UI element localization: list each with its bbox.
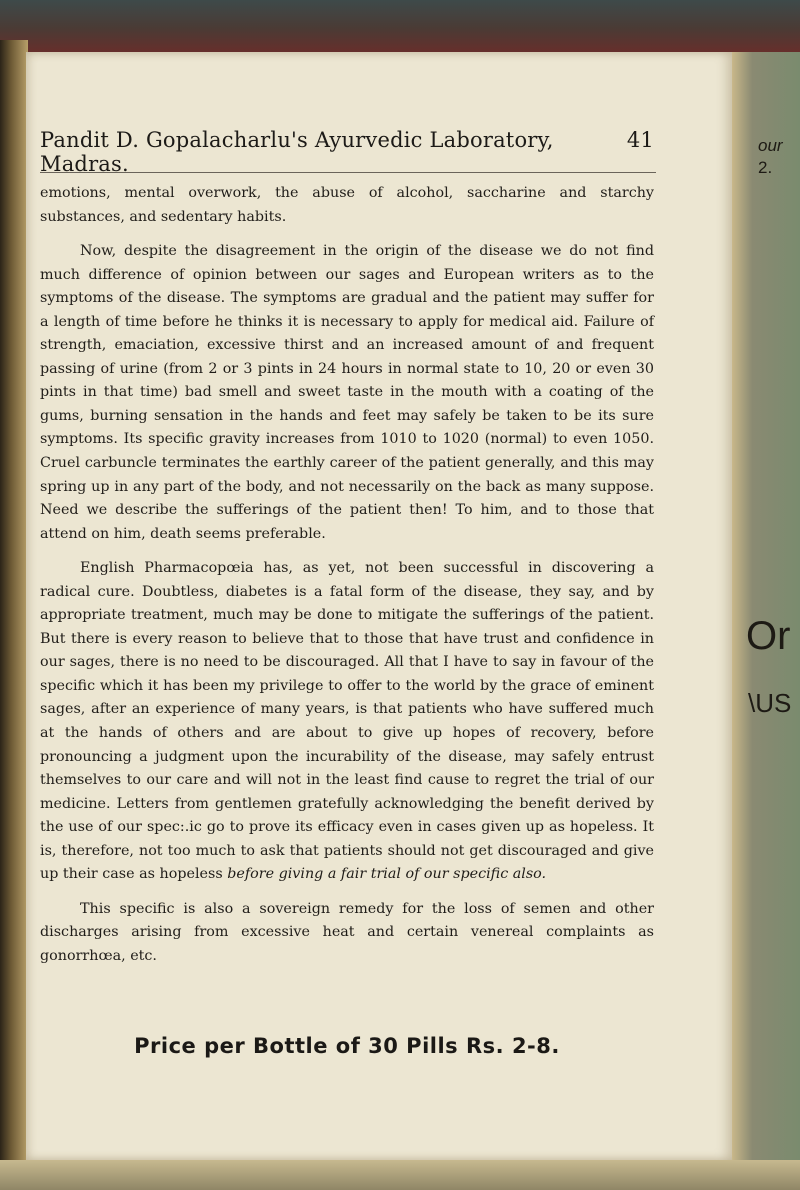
adjacent-fragment-1: our [758, 136, 783, 155]
paragraph-3-italic: before giving a fair trial of our specific also. [227, 866, 547, 883]
paragraph-3-text: English Pharmacopœia has, as yet, not been successful in discovering a radical cure. Doubtless, diabetes is a fatal form of the disease, they say, and by appropriate treatment, much may be done to mitigate the sufferings of the patient. But there is every reason to believe that to those that have trust and confidence in our sages, there is no need to be discouraged. All that I have to say in favour of the specific which it has been my privilege to offer to the world by the grace of eminent sages, after an experience of many years, is that patients who have suffered much at the hands of others and are about to give up hopes of recovery, before pronouncing a judgment upon the incurability of the disease, may safely entrust themselves to our care and will not in the least find cause to regret the trial of our medicine. Letters from gentlemen gratefully acknowledging the benefit derived by the use of our spec:.ic go to prove its efficacy even in cases given up as hopeless. It is, therefore, not too much to ask that patients should not get discouraged and give up their case as hopeless [40, 560, 654, 883]
adjacent-fragment-4: \US [748, 688, 792, 718]
adjacent-page-strip [732, 52, 800, 1190]
adjacent-fragment-3: Or [746, 614, 791, 658]
running-header [40, 128, 654, 176]
price-line: Price per Bottle of 30 Pills Rs. 2-8. [134, 1034, 560, 1058]
left-book-spine [0, 40, 28, 1190]
paragraph-1: emotions, mental overwork, the abuse of alcohol, saccharine and starchy substances, and sedentary habits. [40, 185, 654, 225]
paragraph-3 [40, 557, 654, 887]
header-rule [40, 172, 656, 173]
body-text [40, 182, 654, 980]
top-binding-band [0, 0, 800, 56]
bottom-edge [0, 1160, 800, 1190]
paragraph-2: Now, despite the disagreement in the origin of the disease we do not find much difference of opinion between our sages and European writers as to the symptoms of the disease. The symptoms are gradual and the patient may suffer for a length of time before he thinks it is necessary to apply for medical aid. Failure of strength, emaciation, excessive thirst and an increased amount of and frequent passing of urine (from 2 or 3 pints in 24 hours in normal state to 10, 20 or even 30 pints in that time) bad smell and sweet taste in the mouth with a coating of the gums, burning sensation in the hands and feet may safely be taken to be its sure symptoms. Its specific gravity increases from 1010 to 1020 (normal) to even 1050. Cruel carbuncle terminates the earthly career of the patient generally, and this may spring up in any part of the body, and not necessarily on the back as many suppose. Need we describe the sufferings of the patient then! To him, and to those that attend on him, death seems preferable. [40, 243, 654, 542]
paragraph-4: This specific is also a sovereign remedy for the loss of semen and other discharges arising from excessive heat and certain venereal complaints as gonorrhœa, etc. [40, 900, 654, 964]
adjacent-fragment-2: 2. [758, 158, 773, 177]
page-number: 41 [626, 128, 654, 152]
header-title: Pandit D. Gopalacharlu's Ayurvedic Laboratory, Madras. [40, 128, 554, 176]
